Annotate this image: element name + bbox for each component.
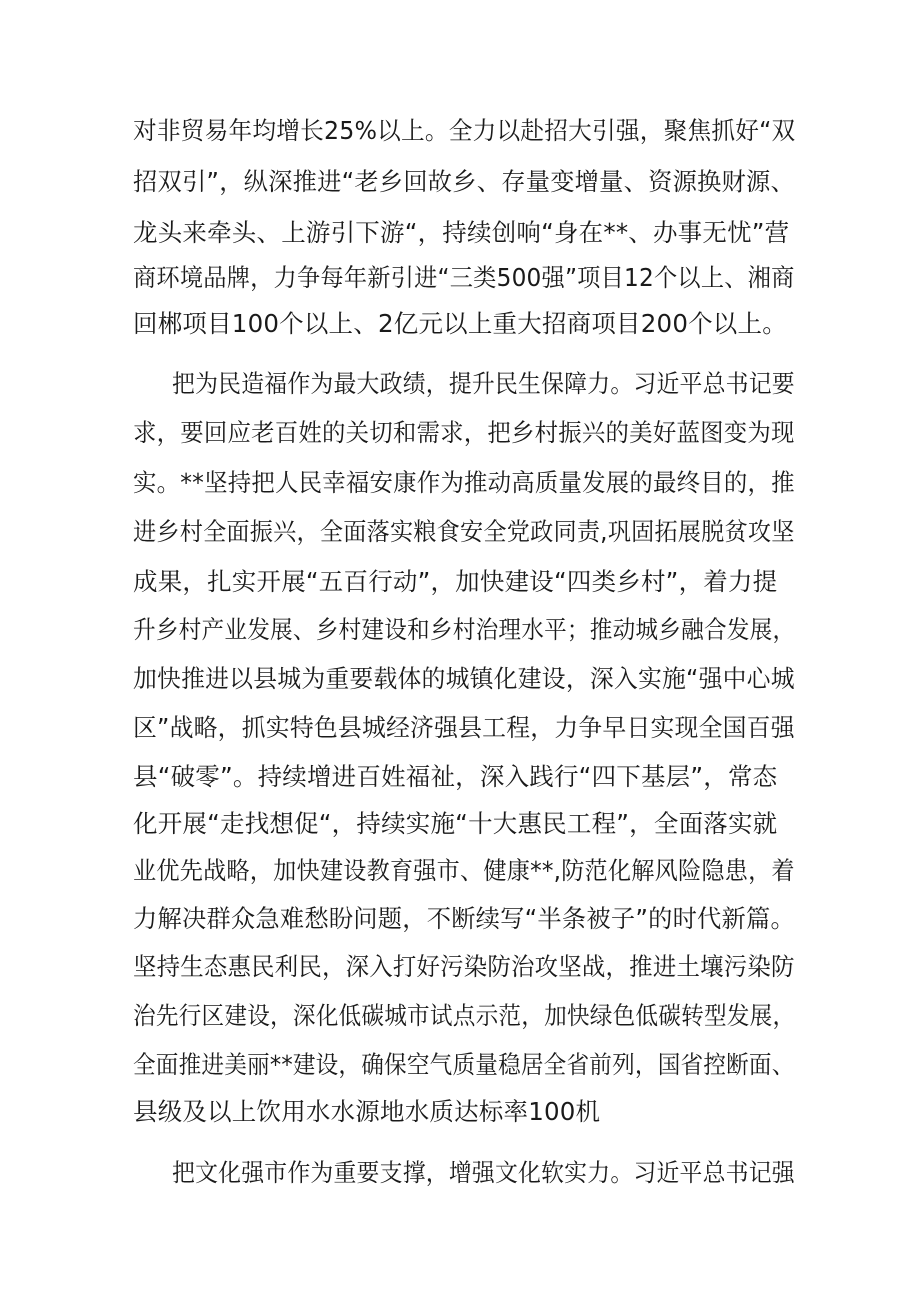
paragraph-line: 把为民造福作为最大政绩，提升民生保障力。习近平总书记要: [172, 369, 795, 398]
paragraph-line: 龙头来牵头、上游引下游“，持续创响“身在**、办事无忧”营: [133, 218, 790, 247]
paragraph-line: 升乡村产业发展、乡村建设和乡村治理水平；推动城乡融合发展，: [133, 615, 796, 644]
paragraph-line: 实。**坚持把人民幸福安康作为推动高质量发展的最终目的，推: [133, 468, 795, 497]
paragraph-line: 成果，扎实开展“五百行动”，加快建设“四类乡村”，着力提: [133, 567, 778, 596]
paragraph-line: 化开展“走找想促“，持续实施“十大惠民工程”，全面落实就: [133, 809, 778, 838]
paragraph-line: 对非贸易年均增长25%以上。全力以赴招大引强，聚焦抓好“双: [133, 116, 796, 145]
paragraph-line: 全面推进美丽**建设，确保空气质量稳居全省前列，国省控断面、: [133, 1050, 795, 1079]
paragraph-line: 商环境品牌，力争每年新引进“三类500强”项目12个以上、湘商: [133, 263, 795, 292]
paragraph-line: 加快推进以县城为重要载体的城镇化建设，深入实施“强中心城: [133, 664, 795, 693]
paragraph-line: 治先行区建设，深化低碳城市试点示范，加快绿色低碳转型发展，: [133, 1001, 796, 1030]
paragraph-line: 回郴项目100个以上、2亿元以上重大招商项目200个以上。: [133, 309, 787, 338]
paragraph-line: 坚持生态惠民利民，深入打好污染防治攻坚战，推进土壤污染防: [133, 952, 795, 981]
paragraph-line: 把文化强市作为重要支撑，增强文化软实力。习近平总书记强: [172, 1158, 795, 1187]
paragraph-line: 业优先战略，加快建设教育强市、健康**,防范化解风险隐患，着: [133, 856, 795, 885]
paragraph-line: 进乡村全面振兴，全面落实粮食安全党政同责,巩固拓展脱贫攻坚: [133, 517, 795, 546]
paragraph-line: 县“破零”。持续增进百姓福祉，深入践行“四下基层”，常态: [133, 762, 778, 791]
paragraph-line: 招双引”，纵深推进“老乡回故乡、存量变增量、资源换财源、: [133, 167, 795, 196]
paragraph-line: 力解决群众急难愁盼问题，不断续写“半条被子”的时代新篇。: [133, 904, 795, 933]
paragraph-line: 求，要回应老百姓的关切和需求，把乡村振兴的美好蓝图变为现: [133, 418, 795, 447]
paragraph-line: 县级及以上饮用水水源地水质达标率100机: [133, 1097, 601, 1126]
paragraph-line: 区”战略，抓实特色县城经济强县工程，力争早日实现全国百强: [133, 713, 795, 742]
